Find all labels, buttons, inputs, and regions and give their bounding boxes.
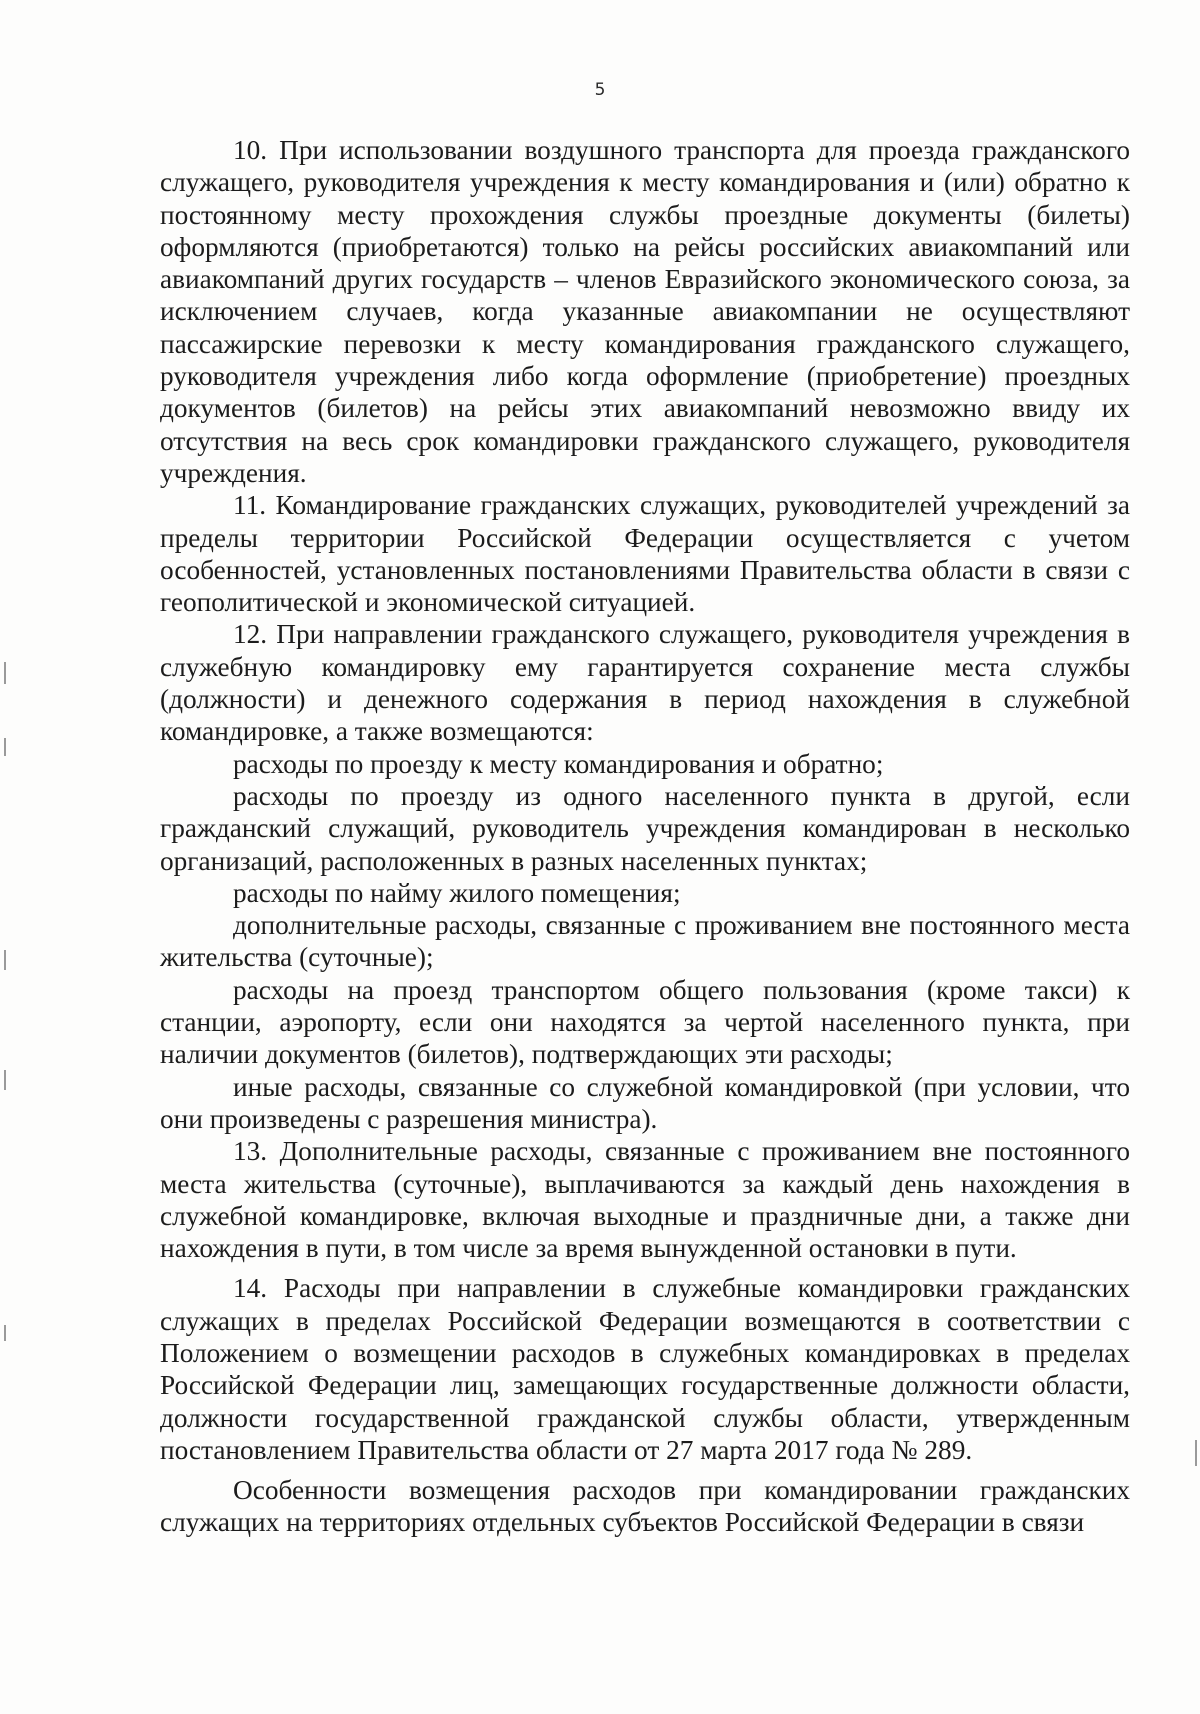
- list-item-other-expenses: иные расходы, связанные со служебной командировкой (при условии, что они произведены с разрешения министра).: [160, 1071, 1130, 1134]
- scan-artifact-mark: [1195, 1440, 1197, 1466]
- paragraph-11: 11. Командирование гражданских служащих, руководителей учреждений за пределы территории Российской Федерации осуществляется с учетом особенностей, установленных постановлениями Правительства области в связи с геополитической и экономической ситуацией.: [160, 490, 1130, 618]
- paragraph-14: 14. Расходы при направлении в служебные командировки гражданских служащих в пределах Российской Федерации возмещаются в соответствии с Положением о возмещении расходов в служебных командировках в пределах Российской Федерации лиц, замещающих государственные должности области, должности государственной гражданской службы области, утвержденным постановлением Правительства области от 27 марта 2017 года № 289.: [160, 1273, 1130, 1465]
- scan-artifact-mark: [4, 662, 6, 684]
- scan-artifact-mark: [4, 1070, 6, 1090]
- scan-artifact-mark: [4, 738, 6, 756]
- list-item-public-transport: расходы на проезд транспортом общего пользования (кроме такси) к станции, аэропорту, если они находятся за чертой населенного пункта, при наличии документов (билетов), подтверждающих эти расходы;: [160, 974, 1130, 1070]
- list-item-travel-expenses: расходы по проезду к месту командирования и обратно;: [233, 748, 884, 779]
- list-item-intercity-expenses: расходы по проезду из одного населенного пункта в другой, если гражданский служащий, руководитель учреждения командирован в несколько организаций, расположенных в разных населенных пунктах;: [160, 780, 1130, 876]
- page-number: 5: [594, 80, 606, 100]
- paragraph-13: 13. Дополнительные расходы, связанные с проживанием вне постоянного места жительства (суточные), выплачиваются за каждый день нахождения в служебной командировке, включая выходные и праздничные дни, а также дни нахождения в пути, в том числе за время вынужденной остановки в пути.: [160, 1136, 1130, 1264]
- paragraph-12: 12. При направлении гражданского служащего, руководителя учреждения в служебную командировку ему гарантируется сохранение места службы (должности) и денежного содержания в период нахождения в служебной командировке, а также возмещаются:: [160, 619, 1130, 747]
- list-item-daily-allowance: дополнительные расходы, связанные с проживанием вне постоянного места жительства (суточные);: [160, 910, 1130, 973]
- list-item-housing-expenses: расходы по найму жилого помещения;: [233, 877, 681, 908]
- paragraph-10: 10. При использовании воздушного транспорта для проезда гражданского служащего, руководителя учреждения к месту командирования и (или) обратно к постоянному месту прохождения службы проездные документы (билеты) оформляются (приобретаются) только на рейсы российских авиакомпаний или авиакомпаний других государств – членов Евразийского экономического союза, за исключением случаев, когда указанные авиакомпании не осуществляют пассажирские перевозки к месту командирования гражданского служащего, руководителя учреждения либо когда оформление (приобретение) проездных документов (билетов) на рейсы этих авиакомпаний невозможно ввиду их отсутствия на весь срок командировки гражданского служащего, руководителя учреждения.: [160, 135, 1130, 488]
- document-body: [160, 134, 1130, 1539]
- paragraph-continuation: Особенности возмещения расходов при командировании гражданских служащих на территориях отдельных субъектов Российской Федерации в связи: [160, 1475, 1130, 1538]
- scan-artifact-mark: [4, 1325, 6, 1341]
- scan-artifact-mark: [4, 950, 6, 970]
